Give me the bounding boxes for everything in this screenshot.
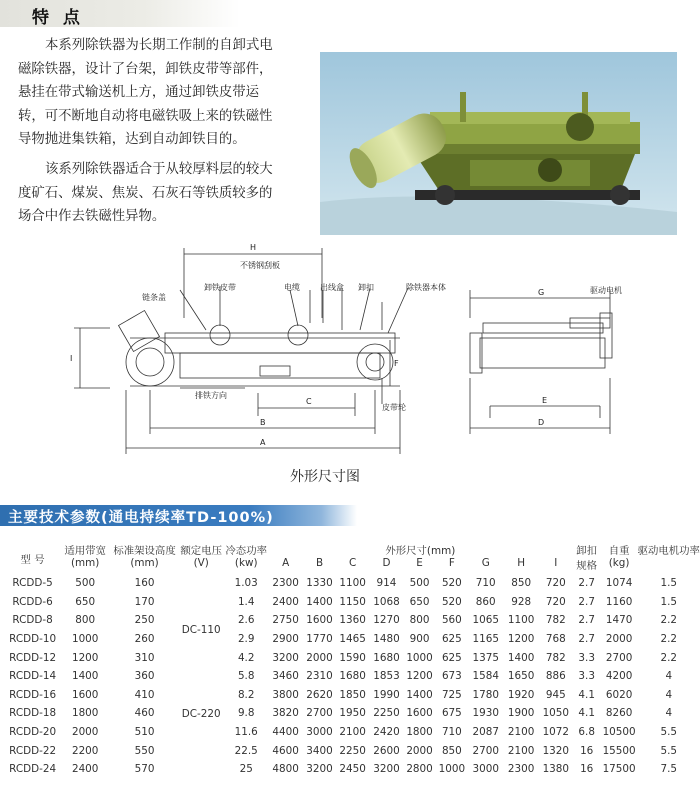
cell-dimension: 2750 (272, 614, 299, 627)
cell-model: RCDD-6 (12, 595, 53, 608)
cell-dimension: 914 (376, 577, 397, 590)
cell-motor-power: 2.2 (660, 651, 678, 664)
cell-dimension: 520 (441, 595, 462, 608)
cell-dimension: 1375 (472, 651, 499, 664)
header-shackle-spec: 规格 (576, 560, 598, 572)
cell-dimension: 1930 (472, 707, 499, 720)
cell-cooling-power: 2.6 (237, 614, 255, 627)
cell-dimension: 768 (545, 633, 566, 646)
cell-height: 310 (134, 651, 155, 664)
cell-dimension: 2700 (472, 744, 499, 757)
cell-cooling-power: 1.03 (234, 577, 258, 590)
cell-belt-width: 2400 (71, 763, 99, 776)
params-table-body (6, 574, 700, 779)
cell-dimension: 2450 (339, 763, 366, 776)
table-row (6, 723, 700, 742)
cell-shackle: 2.7 (578, 577, 595, 590)
cell-dimension: 3000 (472, 763, 499, 776)
para1-line: 导物抛进集铁箱，达到自动卸铁目的。 (18, 132, 246, 147)
cell-model: RCDD-16 (9, 688, 57, 701)
cell-dimension: 1950 (339, 707, 366, 720)
para1-line: 悬挂在带式输送机上方，通过卸铁皮带运 (18, 85, 260, 100)
cell-dimension: 625 (441, 651, 462, 664)
cell-height: 460 (134, 707, 155, 720)
cell-dimension: 2100 (507, 744, 535, 757)
header-belt-width: 适用带宽 (64, 545, 106, 557)
cell-dimension: 1050 (542, 707, 570, 720)
cell-shackle: 16 (580, 763, 594, 776)
table-row (6, 760, 700, 779)
cell-dimension: 725 (441, 688, 462, 701)
cell-dimension: 2620 (306, 688, 333, 701)
cell-belt-width: 650 (75, 595, 96, 608)
label-shackle: 卸扣 (358, 283, 374, 292)
cell-dimension: 720 (545, 577, 566, 590)
cell-model: RCDD-22 (9, 744, 57, 757)
cell-dimension: 1600 (306, 614, 333, 627)
label-body: 除铁器本体 (406, 283, 446, 292)
header-height: 标准架设高度 (113, 545, 176, 557)
cell-dimension: 2000 (406, 744, 433, 757)
dim-label-i: I (70, 354, 73, 363)
cell-dimension: 860 (475, 595, 496, 608)
cell-dimension: 1480 (373, 633, 400, 646)
cell-dimension: 1850 (339, 688, 366, 701)
cell-model: RCDD-20 (9, 726, 57, 739)
cell-dimension: 1200 (507, 633, 535, 646)
header-weight: 自重 (608, 545, 630, 557)
cell-model: RCDD-18 (9, 707, 57, 720)
cell-dimension: 2600 (373, 744, 400, 757)
cell-weight: 1074 (605, 577, 633, 590)
cell-dimension: 1800 (406, 726, 433, 739)
cell-dimension: 710 (475, 577, 496, 590)
cell-shackle: 2.7 (578, 614, 595, 627)
cell-dimension: 2000 (306, 651, 333, 664)
cell-dimension: 2800 (406, 763, 433, 776)
header-dim-col: F (448, 557, 455, 569)
cell-dimension: 2300 (272, 577, 299, 590)
header-dim-col: E (416, 557, 423, 569)
cell-dimension: 850 (511, 577, 532, 590)
cell-dimension: 1400 (406, 688, 433, 701)
cell-dimension: 3400 (306, 744, 333, 757)
cell-dimension: 1590 (339, 651, 366, 664)
cell-dimension: 1200 (406, 670, 433, 683)
cell-dimension: 800 (409, 614, 430, 627)
label-cable: 电缆 (284, 283, 300, 292)
cell-dimension: 1000 (438, 763, 466, 776)
cell-dimension: 1320 (542, 744, 570, 757)
cell-dimension: 1584 (472, 670, 499, 683)
para2-line: 该系列除铁器适合于从较厚料层的较大 (45, 162, 273, 177)
cell-dimension: 1600 (406, 707, 433, 720)
cell-shackle: 6.8 (578, 726, 595, 739)
cell-shackle: 2.7 (578, 633, 595, 646)
cell-dimension: 1680 (339, 670, 366, 683)
cell-height: 510 (134, 726, 155, 739)
table-row (6, 574, 700, 593)
cell-cooling-power: 5.8 (237, 670, 255, 683)
table-row (6, 741, 700, 760)
table-row (6, 611, 700, 630)
cell-height: 410 (134, 688, 155, 701)
cell-dimension: 1920 (507, 688, 535, 701)
cell-motor-power: 1.5 (660, 595, 678, 608)
product-photo (320, 52, 677, 235)
para2-line: 场合中作去铁磁性异物。 (18, 209, 166, 224)
cell-voltage: DC-110 (181, 623, 221, 636)
header-cooling: 冷态功率 (225, 545, 267, 557)
cell-cooling-power: 22.5 (234, 744, 258, 757)
cell-dimension: 1270 (373, 614, 400, 627)
cell-cooling-power: 25 (239, 763, 253, 776)
cell-cooling-power: 1.4 (237, 595, 255, 608)
cell-belt-width: 1600 (71, 688, 99, 701)
para1-line: 磁除铁器，设计了台架，卸铁皮带等部件， (18, 61, 273, 77)
cell-dimension: 2250 (339, 744, 366, 757)
cell-dimension: 1853 (373, 670, 400, 683)
dim-label-e: E (542, 396, 548, 405)
cell-cooling-power: 11.6 (234, 726, 258, 739)
label-steel-plate: 不锈钢刮板 (240, 261, 280, 270)
dim-label-a: A (260, 438, 266, 447)
cell-weight: 1470 (605, 614, 633, 627)
cell-dimension: 2250 (373, 707, 400, 720)
table-row (6, 593, 700, 612)
cell-weight: 4200 (605, 670, 633, 683)
cell-weight: 17500 (602, 763, 636, 776)
cell-belt-width: 1800 (71, 707, 99, 720)
cell-dimension: 560 (441, 614, 462, 627)
cell-model: RCDD-14 (9, 670, 57, 683)
product-photo-illustration (320, 52, 677, 235)
header-model: 型 号 (20, 553, 45, 566)
cell-shackle: 3.3 (578, 651, 595, 664)
dim-label-f: F (394, 359, 399, 368)
header-voltage: 额定电压 (180, 545, 222, 557)
header-dim-col: G (481, 557, 490, 569)
dim-label-h: H (250, 243, 257, 252)
cell-dimension: 1068 (373, 595, 400, 608)
cell-dimension: 1000 (406, 651, 433, 664)
cell-dimension: 1465 (339, 633, 366, 646)
cell-motor-power: 5.5 (660, 744, 678, 757)
label-motor: 驱动电机 (590, 286, 622, 295)
table-row (6, 704, 700, 723)
dimension-diagram (70, 238, 650, 488)
cell-cooling-power: 4.2 (237, 651, 255, 664)
table-row (6, 630, 700, 649)
cell-motor-power: 1.5 (660, 577, 678, 590)
cell-cooling-power: 2.9 (237, 633, 255, 646)
header-voltage-unit: (V) (193, 557, 209, 569)
cell-weight: 10500 (602, 726, 636, 739)
cell-dimension: 1100 (507, 614, 535, 627)
cell-model: RCDD-24 (9, 763, 57, 776)
header-motor: 驱动电机功率 (637, 545, 700, 557)
cell-belt-width: 500 (75, 577, 96, 590)
cell-dimension: 650 (409, 595, 430, 608)
cell-weight: 15500 (602, 744, 636, 757)
header-weight-unit: (kg) (608, 557, 630, 569)
cell-dimension: 1400 (507, 651, 535, 664)
cell-weight: 2700 (605, 651, 633, 664)
cell-height: 160 (134, 577, 155, 590)
cell-dimension: 1100 (339, 577, 366, 590)
para1-line: 转，可不断地自动将电磁铁吸上来的铁磁性 (18, 108, 273, 124)
para2-line: 度矿石、煤炭、焦炭、石灰石等铁质较多的 (18, 185, 273, 201)
cell-motor-power: 2.2 (660, 633, 678, 646)
cell-belt-width: 1400 (71, 670, 99, 683)
cell-weight: 2000 (605, 633, 633, 646)
cell-dimension: 1990 (373, 688, 400, 701)
header-dim-col: I (554, 557, 558, 569)
cell-height: 360 (134, 670, 155, 683)
header-dim-col: B (315, 557, 324, 569)
dim-label-c: C (306, 397, 312, 406)
cell-dimension: 4600 (272, 744, 299, 757)
cell-dimension: 1330 (306, 577, 333, 590)
cell-dimension: 945 (545, 688, 566, 701)
cell-cooling-power: 9.8 (237, 707, 255, 720)
cell-motor-power: 2.2 (660, 614, 678, 627)
features-paragraph-2 (18, 158, 303, 229)
dim-label-g: G (538, 288, 545, 297)
cell-dimension: 782 (545, 614, 566, 627)
cell-dimension: 2100 (507, 726, 535, 739)
cell-motor-power: 4 (665, 688, 673, 701)
cell-dimension: 720 (545, 595, 566, 608)
label-pulley: 皮带轮 (382, 403, 406, 412)
cell-dimension: 1770 (306, 633, 333, 646)
cell-motor-power: 7.5 (660, 763, 678, 776)
cell-weight: 6020 (605, 688, 633, 701)
cell-model: RCDD-12 (9, 651, 57, 664)
cell-dimension: 886 (545, 670, 566, 683)
cell-dimension: 673 (441, 670, 462, 683)
cell-belt-width: 2200 (71, 744, 99, 757)
table-row (6, 648, 700, 667)
cell-motor-power: 4 (665, 707, 673, 720)
cell-height: 170 (134, 595, 155, 608)
cell-dimension: 3820 (272, 707, 299, 720)
header-dim-col: H (517, 557, 526, 569)
header-dim-col: D (382, 557, 391, 569)
cell-dimension: 1360 (339, 614, 366, 627)
cell-belt-width: 800 (75, 614, 96, 627)
cell-dimension: 782 (545, 651, 566, 664)
header-dim-col: A (282, 557, 290, 569)
cell-dimension: 900 (409, 633, 430, 646)
cell-shackle: 4.1 (578, 707, 595, 720)
cell-dimension: 1165 (472, 633, 499, 646)
cell-dimension: 1650 (507, 670, 535, 683)
cell-model: RCDD-8 (12, 614, 53, 627)
para1-line: 本系列除铁器为长期工作制的自卸式电 (45, 38, 273, 53)
cell-dimension: 2087 (472, 726, 499, 739)
cell-belt-width: 2000 (71, 726, 99, 739)
params-title: 主要技术参数(通电持续率TD-100%) (8, 510, 274, 526)
label-outlet-box: 出线盒 (320, 283, 344, 292)
table-row (6, 667, 700, 686)
cell-dimension: 3200 (306, 763, 333, 776)
cell-dimension: 3200 (272, 651, 299, 664)
cell-dimension: 520 (441, 577, 462, 590)
cell-cooling-power: 8.2 (237, 688, 255, 701)
cell-dimension: 850 (441, 744, 462, 757)
header-height-unit: (mm) (130, 557, 159, 569)
header-cooling-unit: (kw) (234, 557, 258, 569)
cell-model: RCDD-5 (12, 577, 53, 590)
cell-weight: 1160 (605, 595, 633, 608)
label-discharge-direction: 排铁方向 (195, 391, 227, 400)
diagram-caption: 外形尺寸图 (290, 469, 360, 485)
cell-dimension: 2100 (339, 726, 366, 739)
params-table (6, 542, 700, 779)
cell-dimension: 1400 (306, 595, 333, 608)
cell-belt-width: 1200 (71, 651, 99, 664)
cell-dimension: 3000 (306, 726, 333, 739)
cell-dimension: 1072 (542, 726, 570, 739)
cell-dimension: 2900 (272, 633, 299, 646)
header-belt-width-unit: (mm) (71, 557, 100, 569)
cell-dimension: 2310 (306, 670, 333, 683)
label-chain-cover: 链条盖 (142, 293, 166, 302)
cell-belt-width: 1000 (71, 633, 99, 646)
header-dim-col: C (348, 557, 357, 569)
cell-height: 570 (134, 763, 155, 776)
cell-dimension: 710 (441, 726, 462, 739)
cell-model: RCDD-10 (9, 633, 57, 646)
cell-dimension: 928 (511, 595, 532, 608)
header-shackle: 卸扣 (576, 545, 598, 557)
features-title: 特 点 (32, 8, 84, 28)
cell-dimension: 2300 (507, 763, 535, 776)
cell-dimension: 625 (441, 633, 462, 646)
cell-dimension: 1780 (472, 688, 499, 701)
dim-label-d: D (538, 418, 545, 427)
cell-dimension: 1380 (542, 763, 570, 776)
cell-motor-power: 4 (665, 670, 673, 683)
cell-dimension: 2420 (373, 726, 400, 739)
cell-dimension: 3460 (272, 670, 299, 683)
cell-dimension: 500 (409, 577, 430, 590)
cell-dimension: 3800 (272, 688, 299, 701)
params-header-bar (0, 505, 357, 526)
header-dimensions: 外形尺寸(mm) (385, 545, 456, 557)
cell-dimension: 1065 (472, 614, 499, 627)
cell-shackle: 16 (580, 744, 594, 757)
cell-dimension: 675 (441, 707, 462, 720)
cell-shackle: 2.7 (578, 595, 595, 608)
cell-weight: 8260 (605, 707, 633, 720)
cell-dimension: 4800 (272, 763, 299, 776)
dim-label-b: B (260, 418, 266, 427)
cell-dimension: 2700 (306, 707, 333, 720)
label-belt: 卸铁皮带 (204, 283, 236, 292)
cell-dimension: 1900 (507, 707, 535, 720)
cell-motor-power: 5.5 (660, 726, 678, 739)
cell-height: 250 (134, 614, 155, 627)
cell-dimension: 1680 (373, 651, 400, 664)
cell-shackle: 4.1 (578, 688, 595, 701)
cell-height: 260 (134, 633, 155, 646)
cell-dimension: 1150 (339, 595, 366, 608)
cell-dimension: 4400 (272, 726, 299, 739)
cell-dimension: 2400 (272, 595, 299, 608)
cell-height: 550 (134, 744, 155, 757)
cell-dimension: 3200 (373, 763, 400, 776)
features-paragraph-1 (18, 34, 303, 152)
cell-shackle: 3.3 (578, 670, 595, 683)
table-row (6, 686, 700, 705)
cell-voltage: DC-220 (181, 707, 221, 720)
